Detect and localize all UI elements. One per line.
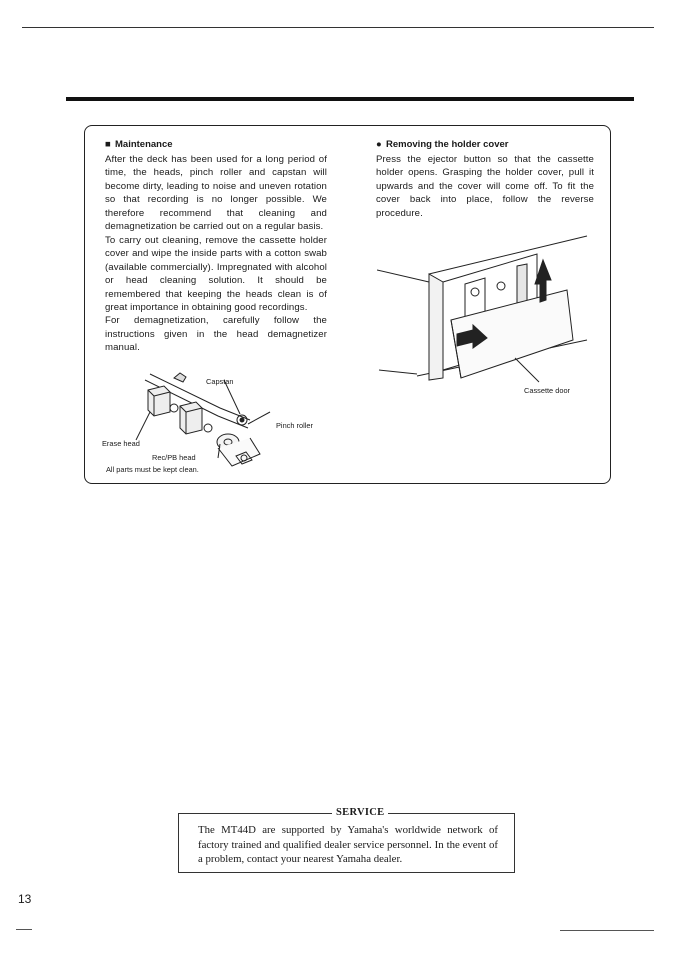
removing-paragraph: Press the ejector button so that the cassette holder opens. Grasping the holder cover, pull it upwards and the cover will come off. To fit the cover back into place, follow the reverse procedure. — [376, 154, 594, 219]
capstan-label: Capstan — [206, 377, 234, 386]
cassette-holder-illustration — [377, 230, 593, 400]
figure-caption: All parts must be kept clean. — [106, 465, 199, 474]
bottom-rule-left — [16, 929, 32, 930]
rec-pb-head-label: Rec/PB head — [152, 453, 196, 462]
cassette-figure — [377, 230, 593, 400]
pinch-roller-label: Pinch roller — [276, 421, 313, 430]
header-bar — [66, 97, 634, 101]
page-number: 13 — [18, 892, 32, 906]
service-text: The MT44D are supported by Yamaha's worldwide network of factory trained and qualified dealer service personnel. In the event of a problem, contact your nearest Yamaha dealer. — [198, 824, 498, 865]
round-bullet-icon: ● — [376, 139, 382, 150]
top-rule — [22, 27, 654, 28]
maintenance-paragraph-2: To carry out cleaning, remove the cassette holder cover and wipe the inside parts with a cotton swab (available commercially). Impregnated with alcohol or head cleaning solution. It should be remembered that keeping the heads clean is of great importance in obtaining good recordings. — [105, 234, 327, 313]
maintenance-paragraph-3: For demagnetization, carefully follow the instructions given in the head demagnetizer manual. — [105, 315, 327, 354]
service-title: SERVICE — [332, 807, 388, 819]
cassette-door-label: Cassette door — [524, 386, 571, 395]
bottom-rule-right — [560, 930, 654, 931]
maintenance-section — [105, 139, 327, 355]
erase-head-label: Erase head — [102, 439, 140, 448]
square-bullet-icon: ■ — [105, 139, 111, 150]
maintenance-heading: ■ Maintenance — [105, 139, 173, 150]
removing-section — [376, 139, 594, 220]
removing-heading: ● Removing the holder cover — [376, 139, 509, 150]
maintenance-paragraph-1: After the deck has been used for a long period of time, the heads, pinch roller and capstan will become dirty, leading to noise and uneven rotation so that recording is no longer possible. We therefore recommend that cleaning and demagnetization be carried out on a regular basis. — [105, 154, 327, 233]
heads-figure — [100, 368, 340, 478]
